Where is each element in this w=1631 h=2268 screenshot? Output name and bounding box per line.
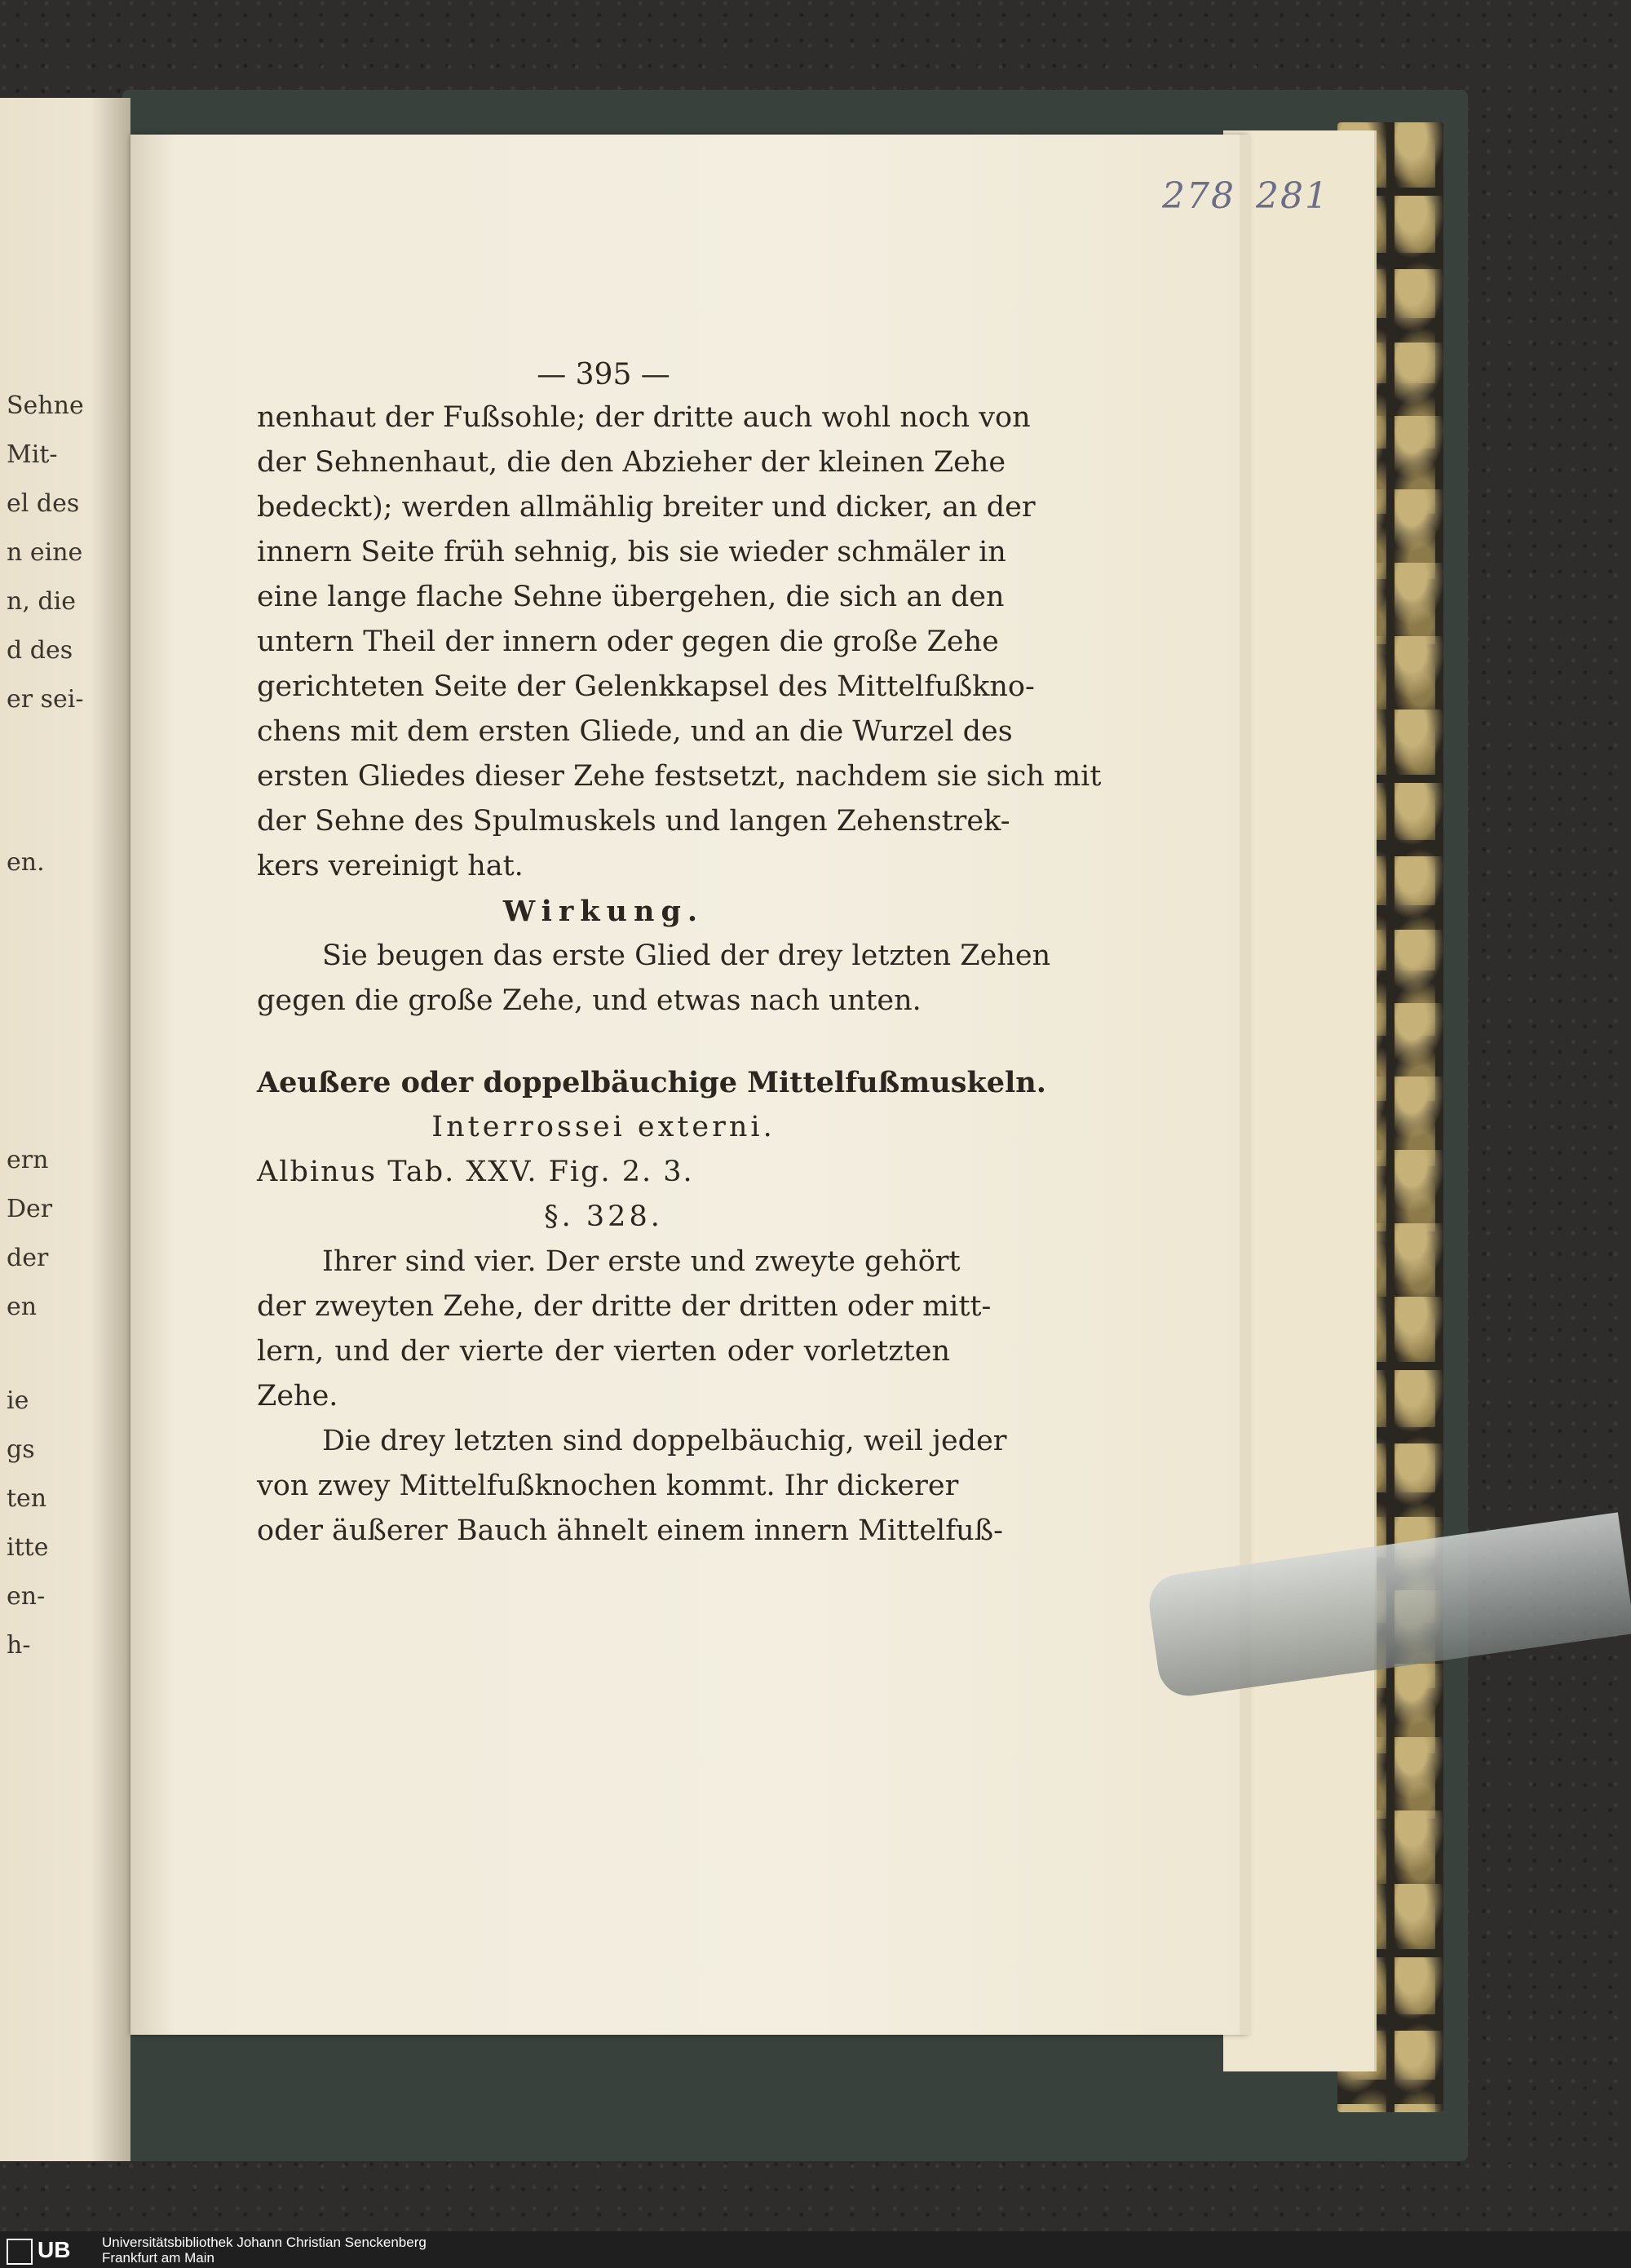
text-line: Zehe. <box>257 1380 338 1413</box>
library-name: Universitätsbibliothek Johann Christian Senckenberg <box>102 2235 427 2250</box>
left-fragment: el des <box>7 489 80 518</box>
left-fragment: er sei- <box>7 685 84 714</box>
text-line: gegen die große Zehe, und etwas nach unten. <box>257 984 922 1017</box>
text-line: nenhaut der Fußsohle; der dritte auch wohl noch von <box>257 401 1031 434</box>
left-page-text <box>0 98 130 2161</box>
text-line: Sie beugen das erste Glied der drey letzten Zehen <box>322 939 1051 972</box>
left-fragment: der <box>7 1244 49 1272</box>
section-title: Aeußere oder doppelbäuchige Mittelfußmuskeln. <box>257 1066 1046 1099</box>
logo-mark-icon <box>7 2239 33 2265</box>
text-line: untern Theil der innern oder gegen die große Zehe <box>257 626 999 658</box>
left-fragment: h- <box>7 1631 31 1660</box>
text-line: Die drey letzten sind doppelbäuchig, weil jeder <box>322 1425 1007 1457</box>
paragraph-number: §. 328. <box>544 1200 663 1233</box>
library-footer <box>0 2231 1631 2268</box>
left-page <box>0 98 130 2161</box>
text-line: der Sehne des Spulmuskels und langen Zehenstrek- <box>257 805 1010 838</box>
left-fragment: ie <box>7 1386 29 1415</box>
pencil-folio-mark: 281 <box>1256 175 1329 217</box>
text-line: eine lange flache Sehne übergehen, die sich an den <box>257 581 1005 613</box>
text-line: von zwey Mittelfußknochen kommt. Ihr dickerer <box>257 1470 959 1502</box>
pencil-folio-mark: 278 <box>1162 175 1235 217</box>
text-line: lern, und der vierte der vierten oder vorletzten <box>257 1335 950 1368</box>
text-line: der Sehnenhaut, die den Abzieher der kleinen Zehe <box>257 446 1006 479</box>
text-line: ersten Gliedes dieser Zehe festsetzt, nachdem sie sich mit <box>257 760 1102 793</box>
left-fragment: n, die <box>7 587 76 616</box>
library-credit <box>102 2235 427 2266</box>
left-fragment: en <box>7 1293 38 1321</box>
left-fragment: ern <box>7 1146 49 1174</box>
text-line: innern Seite früh sehnig, bis sie wieder schmäler in <box>257 536 1006 568</box>
left-fragment: d des <box>7 636 73 665</box>
text-line: oder äußerer Bauch ähnelt einem innern Mittelfuß- <box>257 1514 1003 1547</box>
text-line: Ihrer sind vier. Der erste und zweyte gehört <box>322 1245 961 1278</box>
left-fragment: Sehne <box>7 391 84 420</box>
library-city: Frankfurt am Main <box>102 2250 214 2266</box>
text-line: bedeckt); werden allmählig breiter und dicker, an der <box>257 491 1036 524</box>
text-line: der zweyten Zehe, der dritte der dritten oder mitt- <box>257 1290 992 1323</box>
paragraph-328 <box>257 1240 992 1419</box>
left-fragment: n eine <box>7 538 83 567</box>
left-fragment: en- <box>7 1582 46 1611</box>
left-fragment: en. <box>7 848 45 877</box>
page-number: — 395 — <box>537 358 670 391</box>
latin-name: Interrossei externi. <box>431 1111 776 1143</box>
wirkung-paragraph <box>257 934 1051 1023</box>
left-fragment: Der <box>7 1195 53 1223</box>
left-fragment: gs <box>7 1435 35 1464</box>
left-fragment: itte <box>7 1533 49 1562</box>
left-fragment: Mit- <box>7 440 58 469</box>
text-line: chens mit dem ersten Gliede, und an die Wurzel des <box>257 715 1013 748</box>
text-line: kers vereinigt hat. <box>257 850 524 882</box>
paragraph-continued <box>257 396 1102 889</box>
wirkung-heading: Wirkung. <box>502 895 705 928</box>
page-text <box>257 355 1102 1554</box>
paragraph-doppelbauchig <box>257 1419 1007 1554</box>
text-line: gerichteten Seite der Gelenkkapsel des Mittelfußkno- <box>257 670 1035 703</box>
reference: Albinus Tab. XXV. Fig. 2. 3. <box>257 1156 694 1188</box>
library-logo: UB <box>7 2235 70 2264</box>
page-edge <box>1240 135 1251 2035</box>
left-fragment: ten <box>7 1484 47 1513</box>
